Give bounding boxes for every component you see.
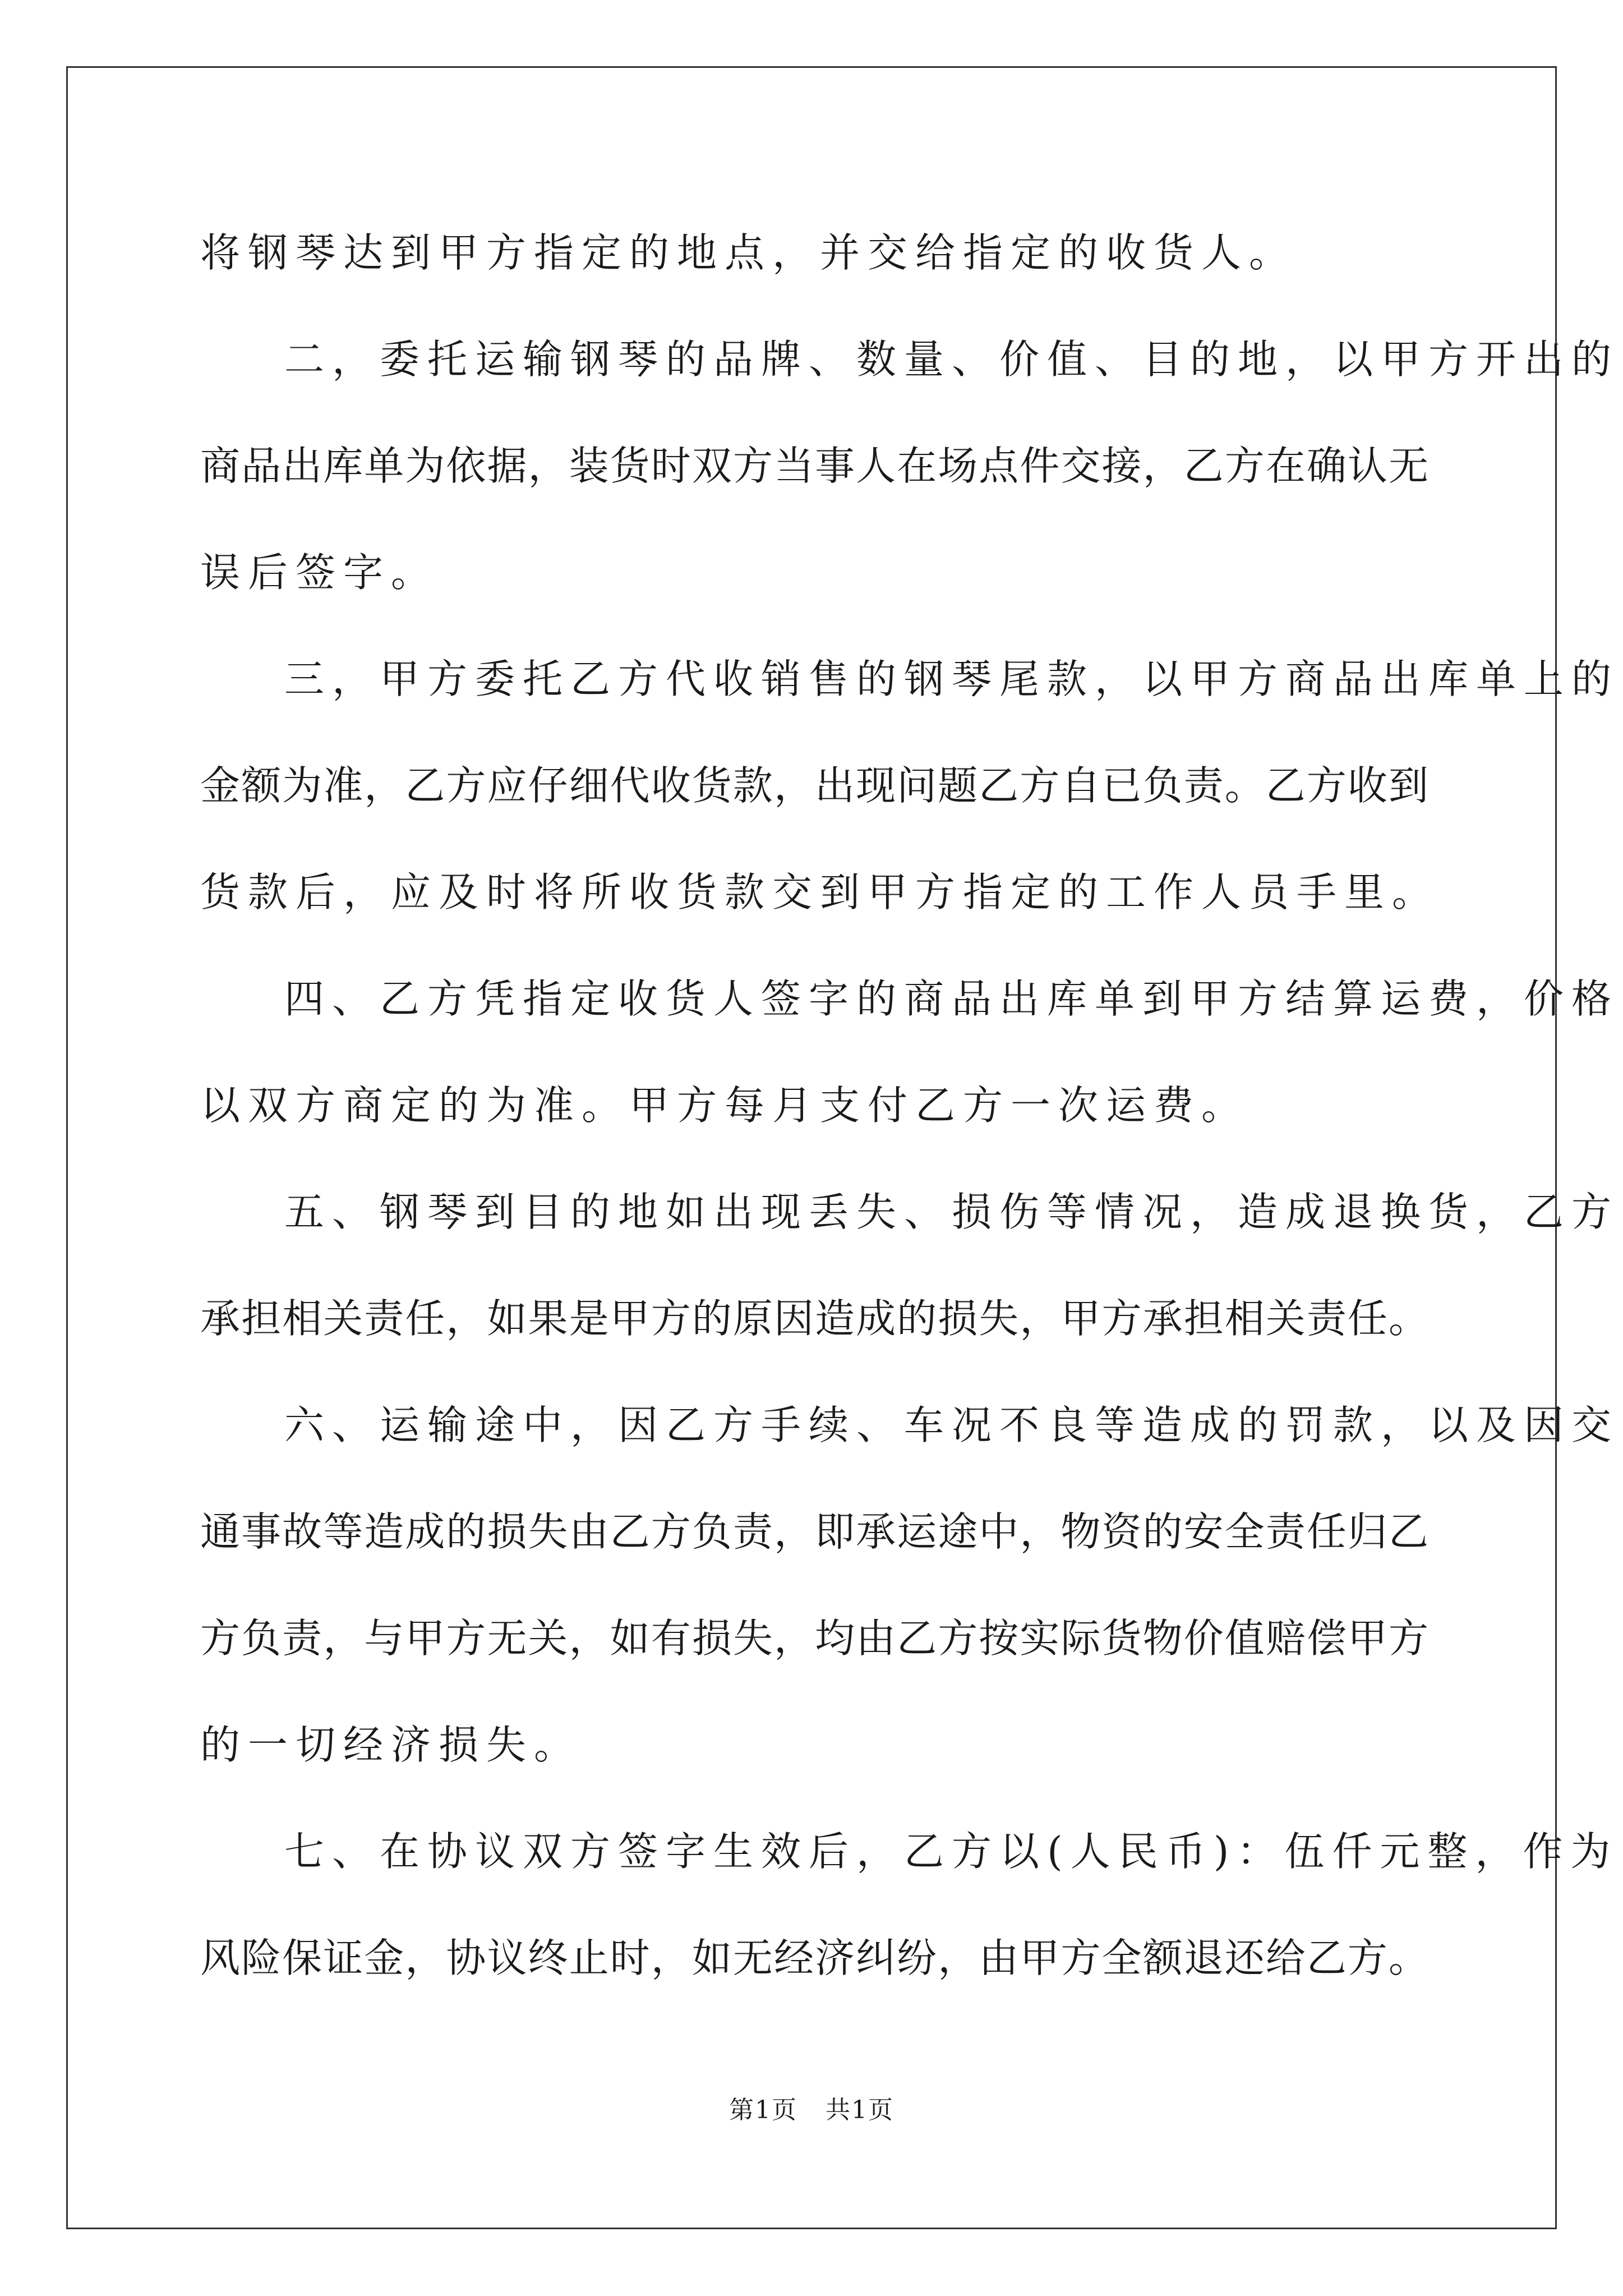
text-line: 以双方商定的为准。甲方每月支付乙方一次运费。: [200, 1082, 1249, 1129]
text-line: 货款后，应及时将所收货款交到甲方指定的工作人员手里。: [200, 869, 1440, 915]
text-line: 四、乙方凭指定收货人签字的商品出库单到甲方结算运费，价格: [284, 976, 1620, 1022]
text-line: 二，委托运输钢琴的品牌、数量、价值、目的地，以甲方开出的: [284, 336, 1620, 383]
text-line: 的一切经济损失。: [200, 1722, 582, 1768]
page-footer: [0, 2090, 1623, 2125]
text-line: 承担相关责任，如果是甲方的原因造成的损失，甲方承担相关责任。: [200, 1295, 1428, 1342]
document-body: [200, 200, 1620, 2012]
text-line: 将钢琴达到甲方指定的地点，并交给指定的收货人。: [200, 229, 1297, 276]
text-line: 六、运输途中，因乙方手续、车况不良等造成的罚款，以及因交: [284, 1402, 1620, 1448]
text-line: 方负责，与甲方无关，如有损失，均由乙方按实际货物价值赔偿甲方: [200, 1615, 1428, 1662]
text-line: 五、钢琴到目的地如出现丢失、损伤等情况，造成退换货，乙方: [284, 1189, 1620, 1235]
text-line: 风险保证金，协议终止时，如无经济纠纷，由甲方全额退还给乙方。: [200, 1935, 1428, 1981]
text-line: 三，甲方委托乙方代收销售的钢琴尾款，以甲方商品出库单上的: [284, 656, 1620, 702]
text-line: 商品出库单为依据，装货时双方当事人在场点件交接，乙方在确认无: [200, 443, 1428, 489]
text-line: 七、在协议双方签字生效后，乙方以(人民币)：伍仟元整，作为: [284, 1828, 1619, 1875]
text-line: 金额为准，乙方应仔细代收货款，出现问题乙方自已负责。乙方收到: [200, 762, 1428, 809]
page-number-total: 共1页: [826, 2096, 894, 2124]
text-line: 误后签字。: [200, 549, 439, 596]
text-line: 通事故等造成的损失由乙方负责，即承运途中，物资的安全责任归乙: [200, 1508, 1428, 1555]
page-number-current: 第1页: [729, 2096, 797, 2124]
